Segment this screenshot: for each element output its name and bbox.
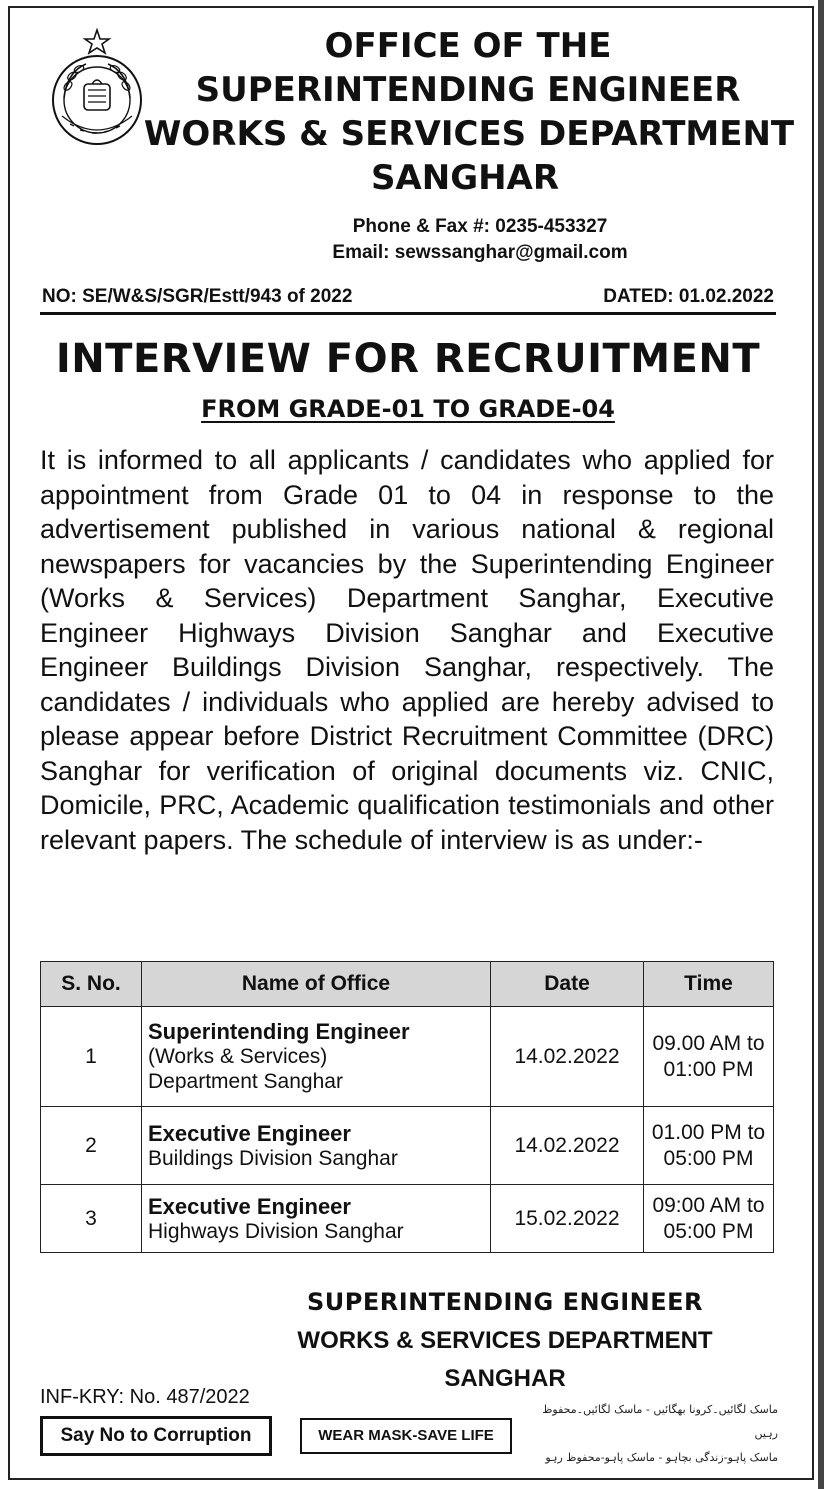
office-name: Executive Engineer: [148, 1193, 351, 1219]
row-sno: 3: [41, 1185, 142, 1253]
time-end: 05:00 PM: [663, 1219, 754, 1243]
row-office: [142, 1007, 491, 1107]
reference-date: DATED: 01.02.2022: [603, 286, 774, 307]
interview-schedule-table: [40, 961, 774, 1253]
office-detail: Department Sanghar: [148, 1070, 343, 1093]
email: Email: sewssanghar@gmail.com: [332, 242, 628, 263]
table-row: [41, 1007, 774, 1107]
row-date: 14.02.2022: [491, 1007, 644, 1107]
header-office: Name of Office: [142, 962, 491, 1007]
header-date: Date: [491, 962, 644, 1007]
office-name: Superintending Engineer: [148, 1019, 410, 1044]
contact-block: [200, 214, 760, 266]
header-time: Time: [644, 962, 774, 1007]
office-detail: Highways Division Sanghar: [148, 1219, 404, 1243]
row-sno: 1: [41, 1007, 142, 1107]
office-detail: Buildings Division Sanghar: [148, 1146, 398, 1170]
time-end: 01:00 PM: [663, 1057, 754, 1081]
signature-department: WORKS & SERVICES DEPARTMENT: [297, 1327, 713, 1354]
row-time: [644, 1007, 774, 1107]
urdu-slogan-line-2: ماسک پاہو-زندگی بچاہو - ماسک پاہو-محفوظ رہو: [545, 1451, 778, 1464]
office-line-3: WORKS & SERVICES DEPARTMENT: [143, 114, 795, 154]
scan-edge: [818, 0, 824, 1489]
phone-fax: Phone & Fax #: 0235-453327: [352, 216, 608, 237]
say-no-to-corruption-badge: Say No to Corruption: [40, 1416, 272, 1456]
table-row: [41, 1107, 774, 1185]
signature-block: [240, 1282, 770, 1398]
wear-mask-badge: WEAR MASK-SAVE LIFE: [300, 1418, 512, 1454]
time-end: 05:00 PM: [663, 1146, 754, 1170]
table-row: [41, 1185, 774, 1253]
reference-line: [40, 282, 776, 315]
header-sno: S. No.: [41, 962, 142, 1007]
row-time: [644, 1185, 774, 1253]
inf-kry-number: INF-KRY: No. 487/2022: [40, 1386, 250, 1408]
urdu-slogan-line-1: ماسک لگائیں۔کرونا بھگائیں - ماسک لگائیں۔محفوظ رہیں: [542, 1403, 778, 1440]
signature-location: SANGHAR: [444, 1365, 566, 1392]
row-time: [644, 1107, 774, 1185]
row-date: 14.02.2022: [491, 1107, 644, 1185]
reference-number: NO: SE/W&S/SGR/Estt/943 of 2022: [42, 286, 353, 307]
office-line-2: SUPERINTENDING ENGINEER: [195, 70, 741, 110]
table-header-row: [41, 962, 774, 1007]
subtitle-text: FROM GRADE-01 TO GRADE-04: [201, 395, 615, 423]
time-start: 09:00 AM to: [652, 1193, 765, 1217]
row-sno: 2: [41, 1107, 142, 1185]
office-line-1: OFFICE OF THE: [324, 26, 612, 66]
notice-body: It is informed to all applicants / candidates who applied for appointment from Grade 01 to 04 in response to the advertisement published in various national & regional newspapers for vacancies by the Superintending Engineer (Works & Services) Department Sanghar, Executive Engineer Highways Division Sanghar and Executive Engineer Buildings Division Sanghar, respectively. The candidates / individuals who applied are hereby advised to please appear before District Recruitment Committee (DRC) Sanghar for verification of original documents viz. CNIC, Domicile, PRC, Academic qualification testimonials and other relevant papers. The schedule of interview is as under:-: [40, 445, 774, 855]
urdu-slogan: [520, 1398, 778, 1470]
office-heading: [143, 24, 800, 200]
row-office: [142, 1185, 491, 1253]
time-start: 09.00 AM to: [652, 1031, 765, 1055]
signature-title: SUPERINTENDING ENGINEER: [306, 1288, 704, 1316]
office-line-4: SANGHAR: [370, 158, 560, 198]
page-title: INTERVIEW FOR RECRUITMENT: [55, 336, 761, 382]
time-start: 01.00 PM to: [651, 1120, 766, 1144]
office-name: Executive Engineer: [148, 1120, 351, 1146]
page-subtitle: [30, 395, 786, 423]
row-office: [142, 1107, 491, 1185]
office-detail: (Works & Services): [148, 1045, 328, 1068]
row-date: 15.02.2022: [491, 1185, 644, 1253]
